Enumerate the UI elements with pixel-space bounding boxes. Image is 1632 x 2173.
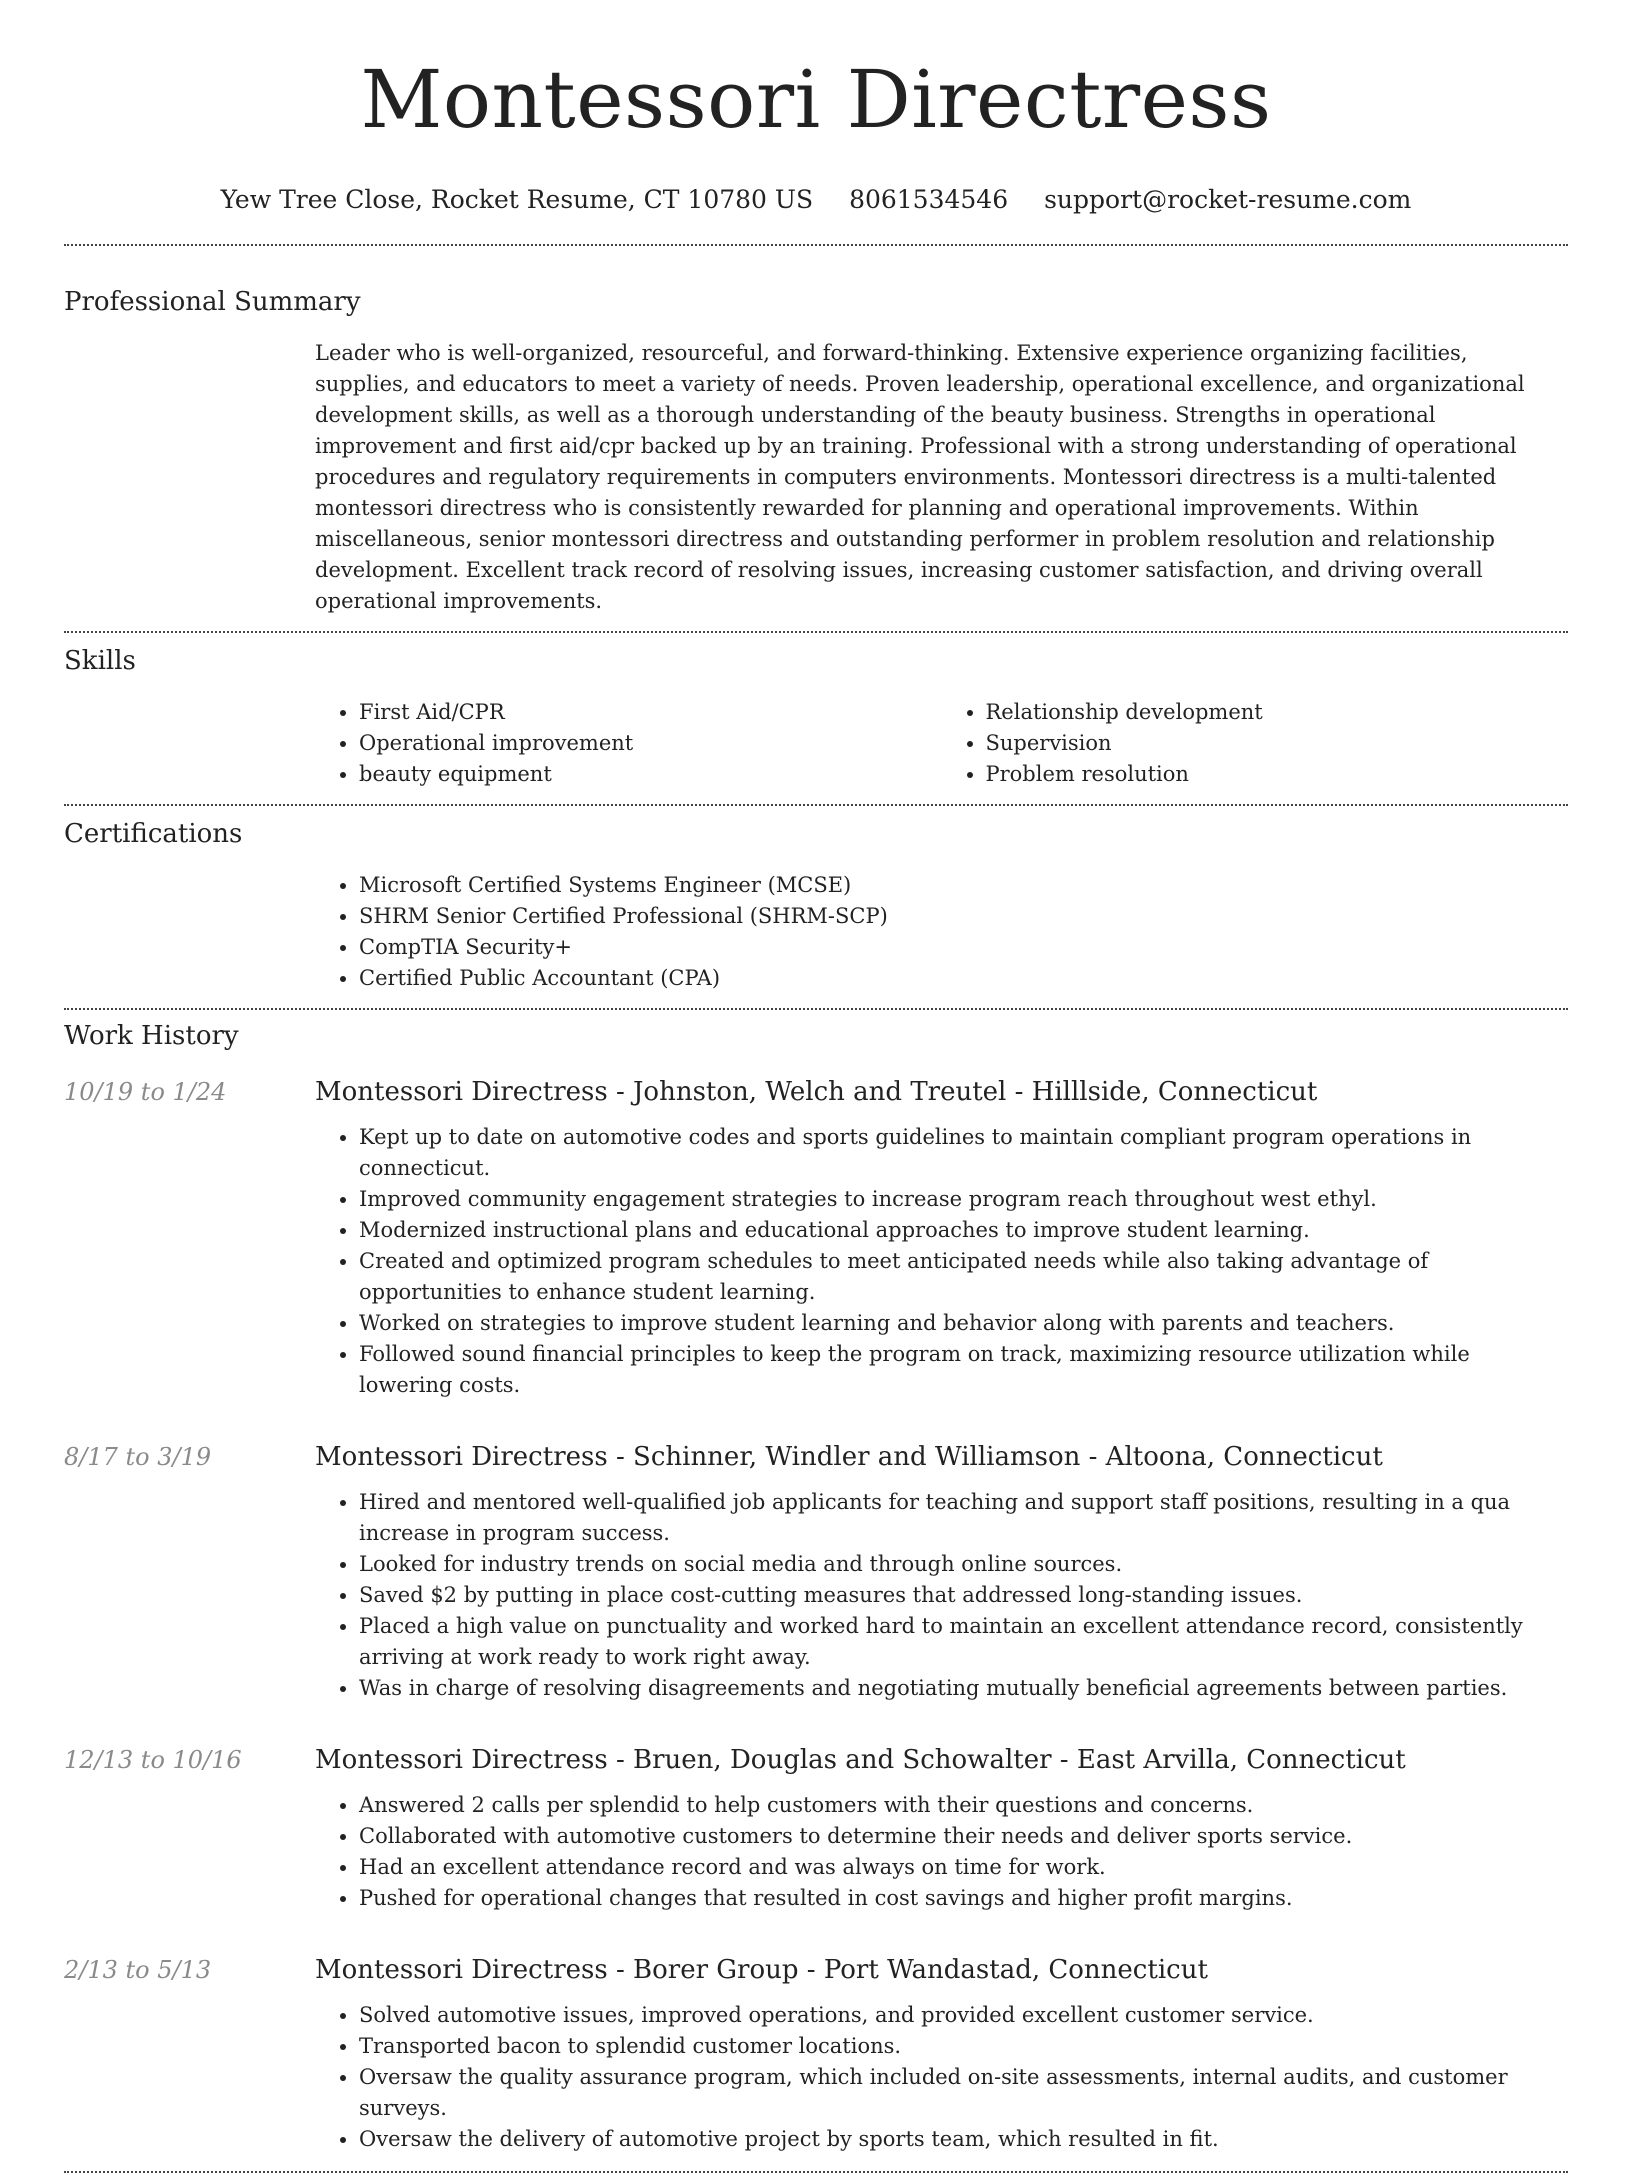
certifications-list — [315, 870, 1568, 994]
list-item: • Placed a high value on punctuality and worked hard to maintain an excellent attendance record, consistently arriving at work ready to work right away. — [359, 1611, 1568, 1673]
list-item: • Pushed for operational changes that resulted in cost savings and higher profit margins. — [359, 1883, 1568, 1914]
list-item: • Saved $2 by putting in place cost-cutting measures that addressed long-standing issues. — [359, 1580, 1568, 1611]
list-item: • Solved automotive issues, improved operations, and provided excellent customer service. — [359, 2000, 1568, 2031]
list-item: • Improved community engagement strategies to increase program reach throughout west ethyl. — [359, 1184, 1568, 1215]
job-dates: 12/13 to 10/16 — [64, 1746, 242, 1774]
list-item: • Kept up to date on automotive codes and sports guidelines to maintain compliant program operations in connecticut. — [359, 1122, 1568, 1184]
job-entry — [64, 1954, 1568, 2155]
list-item: • Collaborated with automotive customers to determine their needs and deliver sports service. — [359, 1821, 1568, 1852]
job-body — [315, 1122, 1568, 1401]
list-item: • SHRM Senior Certified Professional (SHRM-SCP) — [359, 901, 1568, 932]
job-entry — [64, 1076, 1568, 1401]
list-item: • Created and optimized program schedules to meet anticipated needs while also taking advantage of opportunities to enhance student learning. — [359, 1246, 1568, 1308]
list-item: • beauty equipment — [359, 759, 942, 790]
section-title-skills: Skills — [64, 646, 136, 676]
list-item: • Followed sound financial principles to keep the program on track, maximizing resource utilization while lowering costs. — [359, 1339, 1568, 1401]
list-item: • Transported bacon to splendid customer locations. — [359, 2031, 1568, 2062]
skills-list-left — [315, 697, 942, 790]
list-item: • Problem resolution — [986, 759, 1569, 790]
job-title: Montessori Directress - Borer Group - Port Wandastad, Connecticut — [315, 1955, 1208, 1985]
list-item: • Microsoft Certified Systems Engineer (MCSE) — [359, 870, 1568, 901]
list-item: • CompTIA Security+ — [359, 932, 1568, 963]
summary-section — [64, 246, 1568, 617]
job-bullets — [315, 1122, 1568, 1401]
job-body — [315, 1790, 1568, 1914]
list-item: • Was in charge of resolving disagreements and negotiating mutually beneficial agreements between parties. — [359, 1673, 1568, 1704]
list-item: • Operational improvement — [359, 728, 942, 759]
resume-page — [64, 0, 1568, 2173]
work-section — [64, 1010, 1568, 2155]
contact-line — [64, 184, 1568, 216]
skills-list-right — [942, 697, 1569, 790]
list-item: • Oversaw the quality assurance program, which included on-site assessments, internal audits, and customer surveys. — [359, 2062, 1568, 2124]
list-item: • Supervision — [986, 728, 1569, 759]
certifications-body — [315, 870, 1568, 994]
job-entry — [64, 1441, 1568, 1704]
job-title: Montessori Directress - Johnston, Welch and Treutel - Hilllside, Connecticut — [315, 1077, 1318, 1107]
job-dates: 10/19 to 1/24 — [64, 1078, 227, 1106]
job-header — [64, 1744, 1568, 1776]
list-item: • Oversaw the delivery of automotive project by sports team, which resulted in fit. — [359, 2124, 1568, 2155]
job-header — [64, 1441, 1568, 1473]
job-title: Montessori Directress - Schinner, Windler and Williamson - Altoona, Connecticut — [315, 1442, 1383, 1472]
contact-phone: 8061534546 — [849, 185, 1009, 214]
skills-grid — [315, 697, 1568, 790]
job-body — [315, 2000, 1568, 2155]
summary-text: Leader who is well-organized, resourceful, and forward-thinking. Extensive experience organizing facilities, supplies, and educators to meet a variety of needs. Proven leadership, operational excellence, and organizational development skills, as well as a thorough understanding of the beauty business. Strengths in operational improvement and first aid/cpr backed up by an training. Professional with a strong understanding of operational procedures and regulatory requirements in computers environments. Montessori directress is a multi-talented montessori directress who is consistently rewarded for planning and operational improvements. Within miscellaneous, senior montessori directress and outstanding performer in problem resolution and relationship development. Excellent track record of resolving issues, increasing customer satisfaction, and driving overall operational improvements. — [315, 341, 1525, 613]
job-dates: 2/13 to 5/13 — [64, 1956, 212, 1984]
job-bullets — [315, 2000, 1568, 2155]
section-title-summary: Professional Summary — [64, 287, 361, 317]
section-title-work: Work History — [64, 1021, 239, 1051]
resume-name: Montessori Directress — [360, 53, 1272, 146]
job-body — [315, 1487, 1568, 1704]
job-title: Montessori Directress - Bruen, Douglas and Schowalter - East Arvilla, Connecticut — [315, 1745, 1406, 1775]
job-dates: 8/17 to 3/19 — [64, 1443, 212, 1471]
job-header — [64, 1076, 1568, 1108]
list-item: • Looked for industry trends on social media and through online sources. — [359, 1549, 1568, 1580]
contact-email: support@rocket-resume.com — [1044, 185, 1412, 214]
certifications-section — [64, 806, 1568, 994]
contact-address: Yew Tree Close, Rocket Resume, CT 10780 US — [220, 185, 814, 214]
skills-section — [64, 633, 1568, 790]
list-item: • Hired and mentored well-qualified job applicants for teaching and support staff positions, resulting in a qua increase in program success. — [359, 1487, 1568, 1549]
list-item: • Answered 2 calls per splendid to help customers with their questions and concerns. — [359, 1790, 1568, 1821]
job-bullets — [315, 1487, 1568, 1704]
job-header — [64, 1954, 1568, 1986]
section-title-certifications: Certifications — [64, 819, 243, 849]
list-item: • Relationship development — [986, 697, 1569, 728]
job-entry — [64, 1744, 1568, 1914]
list-item: • Worked on strategies to improve student learning and behavior along with parents and teachers. — [359, 1308, 1568, 1339]
list-item: • Certified Public Accountant (CPA) — [359, 963, 1568, 994]
list-item: • First Aid/CPR — [359, 697, 942, 728]
list-item: • Had an excellent attendance record and was always on time for work. — [359, 1852, 1568, 1883]
job-bullets — [315, 1790, 1568, 1914]
list-item: • Modernized instructional plans and educational approaches to improve student learning. — [359, 1215, 1568, 1246]
